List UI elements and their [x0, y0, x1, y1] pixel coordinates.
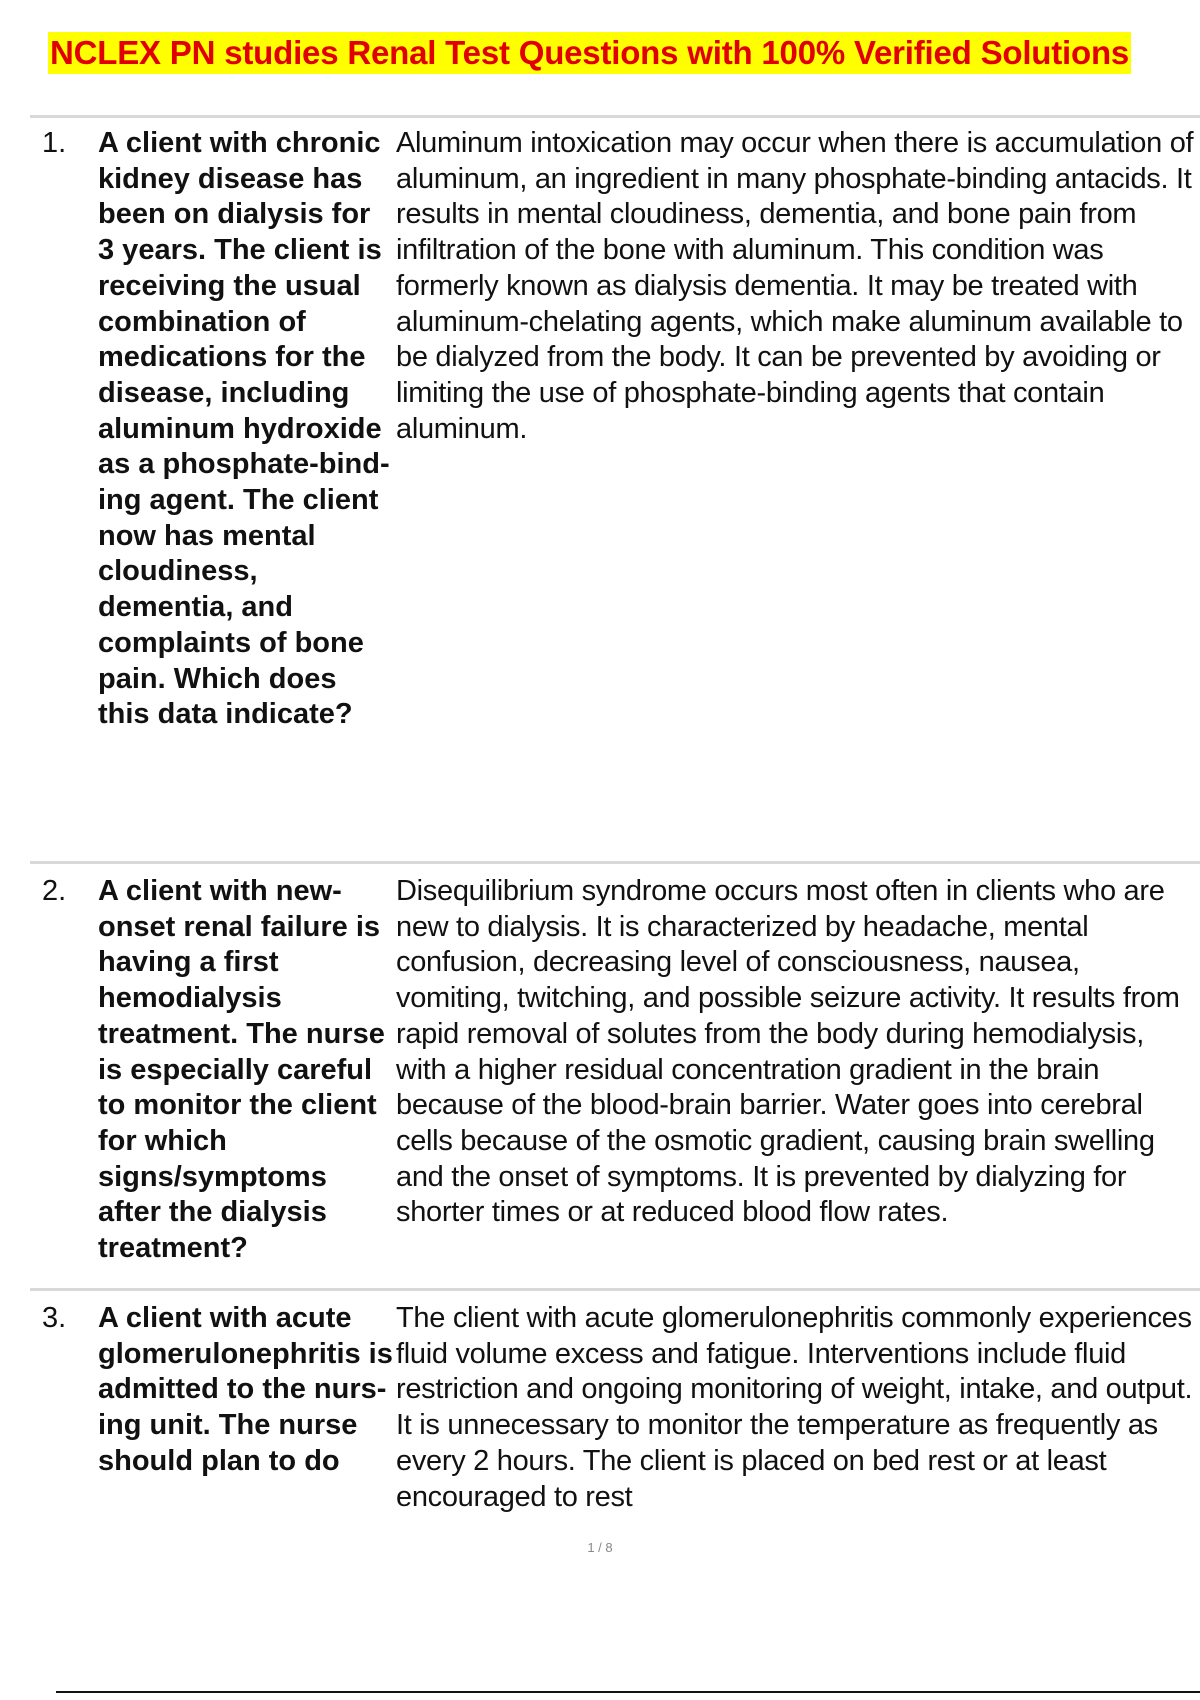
- answer-text: Disequilibrium syndrome occurs most often in clients who are new to dialysis. It is characterized by headache, mental confusion, decreasing level of consciousness, nausea, vomiting, twitching, and possible seizure activity. It results from rapid removal of solutes from the body during hemodialysis, with a higher residual concentration gradient in the brain because of the blood-brain barrier. Water goes into cerebral cells because of the osmotic gradient, causing brain swelling and the onset of symptoms. It is prevented by dialyzing for shorter times or at reduced blood flow rates.: [396, 875, 1180, 1229]
- question-number: 1.: [42, 127, 67, 159]
- question-row-1: [30, 126, 1200, 855]
- answer-text: The client with acute glomerulonephritis commonly experiences fluid volume excess and fatigue. Interventions include fluid restriction and ongoing monitoring of weight, intake, and output. It is unnecessary to monitor the temperature as frequently as every 2 hours. The client is placed on bed rest or at least encouraged to rest: [396, 1302, 1193, 1513]
- top-divider: [30, 115, 1200, 118]
- title-area: [48, 32, 1184, 74]
- question-number: 3.: [42, 1302, 67, 1334]
- row-divider: [30, 1288, 1200, 1291]
- page-indicator: 1 / 8: [587, 1540, 613, 1555]
- question-row-3: [30, 1301, 1200, 1601]
- question-number: 2.: [42, 875, 67, 907]
- question-text: A client with acute glomerulonephritis is admitted to the nursing unit. The nurse should plan to do: [98, 1302, 393, 1477]
- question-list: [30, 126, 1200, 1601]
- page-title: NCLEX PN studies Renal Test Questions with 100% Verified Solutions: [48, 32, 1131, 74]
- bottom-divider: [56, 1691, 1200, 1693]
- question-row-2: [30, 874, 1200, 1282]
- question-text: A client with chronic kidney disease has been on dialysis for 3 years. The client is receiving the usual combination of medications for the disease, including aluminum hydroxide as a phosphate-binding agent. The client now has mental cloudiness, dementia, and complaints of bone pain. Which does this data indicate?: [98, 127, 390, 731]
- row-divider: [30, 861, 1200, 864]
- question-text: A client with new-onset renal failure is having a first hemodialysis treatment. The nurse is especially careful to monitor the client for which signs/symptoms after the dialysis treatment?: [98, 875, 385, 1265]
- answer-text: Aluminum intoxication may occur when there is accumulation of aluminum, an ingredient in many phosphate-binding antacids. It results in mental cloudiness, dementia, and bone pain from infiltration of the bone with aluminum. This condition was formerly known as dialysis dementia. It may be treated with aluminum-chelating agents, which make aluminum available to be dialyzed from the body. It can be prevented by avoiding or limiting the use of phosphate-binding agents that contain aluminum.: [396, 127, 1194, 445]
